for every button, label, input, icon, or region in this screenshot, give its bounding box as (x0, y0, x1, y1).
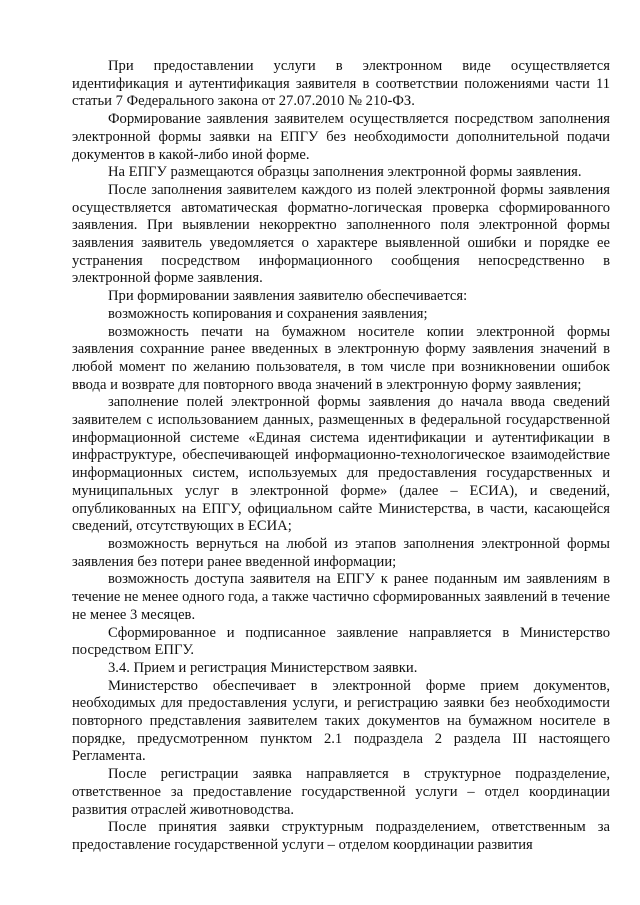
list-item-access-applications: возможность доступа заявителя на ЕПГУ к ранее поданным им заявлениям в течение не менее одного года, а также частично сформированных заявлений в течение не менее 3 месяцев. (72, 571, 610, 623)
paragraph-samples: На ЕПГУ размещаются образцы заполнения электронной формы заявления. (108, 164, 582, 181)
list-item-autofill-esia: заполнение полей электронной формы заявления до начала ввода сведений заявителем с использованием данных, размещенных в федеральной государственной информационной системе «Единая система идентификации и аутентификации в инфраструктуре, обеспечивающей информационно-технологическое взаимодействие информационных систем, используемых для предоставления государственных и муниципальных услуг в электронной форме» (далее – ЕСИА), и сведений, опубликованных на ЕПГУ, официальном сайте Министерства, в части, касающейся сведений, отсутствующих в ЕСИА; (72, 394, 610, 535)
list-item-copy-save: возможность копирования и сохранения заявления; (108, 305, 428, 322)
paragraph-format-check: После заполнения заявителем каждого из полей электронной формы заявления осуществляется автоматическая форматно-логическая проверка сформированного заявления. При выявлении некорректно заполненного поля электронной формы заявления заявитель уведомляется о характере выявленной ошибки и порядке ее устранения посредством информационного сообщения непосредственно в электронной форме заявления. (72, 181, 610, 287)
document-page (72, 58, 610, 855)
list-item-print: возможность печати на бумажном носителе копии электронной формы заявления сохранние ранее введенных в электронную форму заявления значений в любой момент по желанию пользователя, в том числе при возникновении ошибок ввода и возврате для повторного ввода значений в электронную форму заявления; (72, 323, 610, 393)
paragraph-sending: Сформированное и подписанное заявление направляется в Министерство посредством ЕПГУ. (72, 624, 610, 659)
list-item-return-steps: возможность вернуться на любой из этапов заполнения электронной формы заявления без потери ранее введенной информации; (72, 535, 610, 570)
paragraph-form-submission: Формирование заявления заявителем осуществляется посредством заполнения электронной формы заявки на ЕПГУ без необходимости дополнительной подачи документов в какой-либо иной форме. (72, 111, 610, 163)
paragraph-ministry-reception: Министерство обеспечивает в электронной форме прием документов, необходимых для предоставления услуги, и регистрацию заявки без необходимости повторного представления заявителем таких документов на бумажном носителе в порядке, предусмотренном пунктом 2.1 подраздела 2 раздела III настоящего Регламента. (72, 677, 610, 765)
paragraph-after-acceptance: После принятия заявки структурным подразделением, ответственным за предоставление государственной услуги – отделом координации развития (72, 819, 610, 853)
section-heading-3-4: 3.4. Прием и регистрация Министерством заявки. (108, 659, 418, 676)
paragraph-after-registration: После регистрации заявка направляется в структурное подразделение, ответственное за предоставление государственной услуги – отдел координации развития отраслей животноводства. (72, 766, 610, 818)
paragraph-identification: При предоставлении услуги в электронном виде осуществляется идентификация и аутентификация заявителя в соответствии положениями части 11 статьи 7 Федерального закона от 27.07.2010 № 210-ФЗ. (72, 58, 610, 110)
paragraph-provisions-intro: При формировании заявления заявителю обеспечивается: (108, 288, 468, 305)
